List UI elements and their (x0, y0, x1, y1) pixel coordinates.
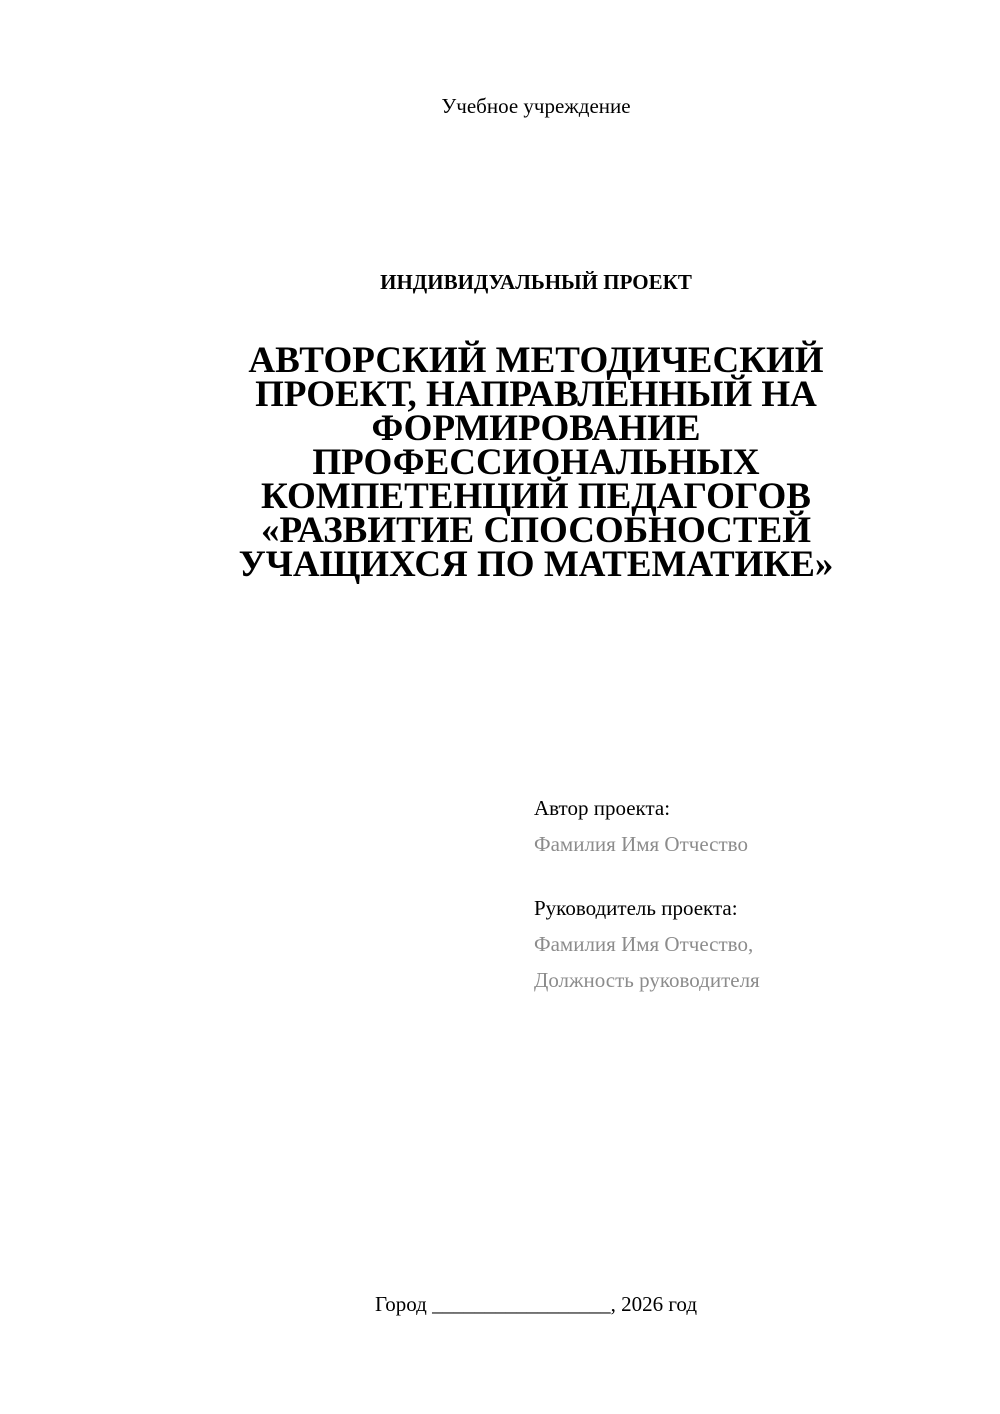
institution-name: Учебное учреждение (441, 94, 631, 118)
supervisor-name: Фамилия Имя Отчество, (534, 932, 754, 956)
title-line: ПРОЕКТ, НАПРАВЛЕННЫЙ НА (255, 374, 817, 415)
title-line: ФОРМИРОВАНИЕ (371, 408, 701, 449)
title-line: «РАЗВИТИЕ СПОСОБНОСТЕЙ (260, 510, 812, 551)
city-year-line: Город _________________, 2026 год (374, 1292, 698, 1316)
title-line: КОМПЕТЕНЦИЙ ПЕДАГОГОВ (261, 476, 811, 517)
credits-block (534, 790, 974, 998)
supervisor-label: Руководитель проекта: (534, 896, 738, 920)
document-title (190, 340, 882, 585)
document-type: ИНДИВИДУАЛЬНЫЙ ПРОЕКТ (380, 270, 692, 294)
title-line: ПРОФЕССИОНАЛЬНЫХ (312, 442, 760, 483)
author-label: Автор проекта: (534, 796, 671, 820)
supervisor-position: Должность руководителя (534, 968, 760, 992)
credits-spacer (534, 862, 974, 890)
title-line: УЧАЩИХСЯ ПО МАТЕМАТИКЕ» (238, 544, 834, 585)
author-name: Фамилия Имя Отчество (534, 832, 748, 856)
title-line: АВТОРСКИЙ МЕТОДИЧЕСКИЙ (248, 340, 824, 381)
